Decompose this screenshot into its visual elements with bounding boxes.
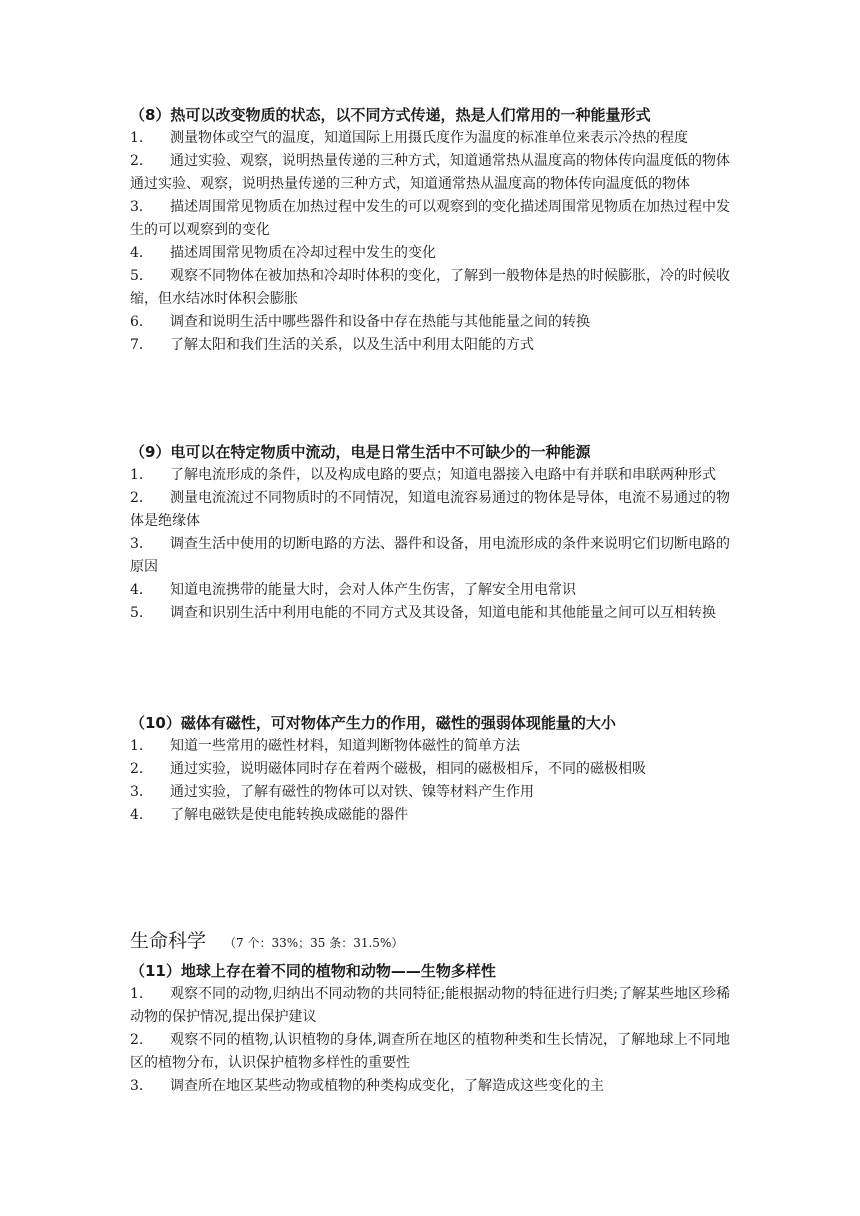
- list-item: [130, 1075, 730, 1098]
- item-text: 测量电流流过不同物质时的不同情况，知道电流容易通过的物体是导体，电流不易通过的物体是绝缘体: [130, 490, 730, 529]
- list-item: [130, 804, 730, 827]
- item-text: 描述周围常见物质在冷却过程中发生的变化: [170, 245, 436, 261]
- item-number: 5．: [130, 605, 153, 621]
- list-item: [130, 311, 730, 334]
- area-name: 生命科学: [130, 930, 207, 952]
- item-number: 4．: [130, 582, 153, 598]
- item-text: 描述周围常见物质在加热过程中发生的可以观察到的变化描述周围常见物质在加热过程中发生的可以观察到的变化: [130, 199, 730, 238]
- item-text: 观察不同的动物,归纳出不同动物的共同特征;能根据动物的特征进行归类;了解某些地区珍稀动物的保护情况,提出保护建议: [130, 986, 730, 1025]
- item-number: 2．: [130, 153, 153, 169]
- list-item: [130, 150, 730, 196]
- section-heading: （8）热可以改变物质的状态，以不同方式传递，热是人们常用的一种能量形式: [130, 106, 651, 124]
- item-number: 3．: [130, 536, 153, 552]
- list-item: [130, 487, 730, 533]
- item-number: 4．: [130, 245, 153, 261]
- list-item: [130, 781, 730, 804]
- item-number: 6．: [130, 314, 153, 330]
- list-item: [130, 464, 730, 487]
- item-text: 观察不同的植物,认识植物的身体,调查所在地区的植物种类和生长情况，了解地球上不同地区的植物分布，认识保护植物多样性的重要性: [130, 1032, 730, 1071]
- item-text: 知道一些常用的磁性材料，知道判断物体磁性的简单方法: [170, 738, 520, 754]
- item-text: 调查和识别生活中利用电能的不同方式及其设备，知道电能和其他能量之间可以互相转换: [170, 605, 716, 621]
- item-text: 通过实验、观察，说明热量传递的三种方式，知道通常热从温度高的物体传向温度低的物体通过实验、观察，说明热量传递的三种方式，知道通常热从温度高的物体传向温度低的物体: [130, 153, 730, 192]
- item-text: 调查和说明生活中哪些器件和设备中存在热能与其他能量之间的转换: [170, 314, 590, 330]
- list-item: [130, 242, 730, 265]
- item-number: 2.: [130, 1032, 144, 1048]
- list-item: [130, 127, 730, 150]
- area-title: [130, 928, 403, 956]
- list-item: [130, 758, 730, 781]
- section-11: [130, 960, 730, 1098]
- item-number: 3．: [130, 784, 153, 800]
- section-heading: （10）磁体有磁性，可对物体产生力的作用，磁性的强弱体现能量的大小: [130, 714, 616, 732]
- list-item: [130, 533, 730, 579]
- list-item: [130, 735, 730, 758]
- list-item: [130, 265, 730, 311]
- list-item: [130, 579, 730, 602]
- item-text: 了解太阳和我们生活的关系，以及生活中利用太阳能的方式: [170, 337, 534, 353]
- list-item: [130, 334, 730, 357]
- section-8: [130, 104, 730, 357]
- item-number: 2．: [130, 490, 153, 506]
- section-heading: （9）电可以在特定物质中流动，电是日常生活中不可缺少的一种能源: [130, 443, 591, 461]
- list-item: [130, 1029, 730, 1075]
- item-number: 1．: [130, 467, 153, 483]
- item-number: 5．: [130, 268, 153, 284]
- section-10: [130, 712, 730, 827]
- item-number: 1．: [130, 130, 153, 146]
- item-text: 调查生活中使用的切断电路的方法、器件和设备，用电流形成的条件来说明它们切断电路的原因: [130, 536, 730, 575]
- item-text: 了解电磁铁是使电能转换成磁能的器件: [170, 807, 408, 823]
- item-number: 1．: [130, 986, 153, 1002]
- item-number: 3．: [130, 199, 153, 215]
- item-text: 通过实验，说明磁体同时存在着两个磁极，相同的磁极相斥，不同的磁极相吸: [170, 761, 646, 777]
- item-text: 测量物体或空气的温度，知道国际上用摄氏度作为温度的标准单位来表示冷热的程度: [170, 130, 688, 146]
- item-number: 7．: [130, 337, 153, 353]
- list-item: [130, 602, 730, 625]
- list-item: [130, 196, 730, 242]
- item-text: 观察不同物体在被加热和冷却时体积的变化，了解到一般物体是热的时候膨胀，冷的时候收缩，但水结冰时体积会膨胀: [130, 268, 730, 307]
- area-stats: （7 个：33%；35 条：31.5%）: [224, 936, 404, 950]
- item-text: 知道电流携带的能量大时，会对人体产生伤害，了解安全用电常识: [170, 582, 576, 598]
- item-text: 了解电流形成的条件，以及构成电路的要点；知道电器接入电路中有并联和串联两种形式: [170, 467, 716, 483]
- list-item: [130, 983, 730, 1029]
- section-9: [130, 441, 730, 625]
- item-number: 4．: [130, 807, 153, 823]
- item-number: 1．: [130, 738, 153, 754]
- item-text: 通过实验，了解有磁性的物体可以对铁、镍等材料产生作用: [170, 784, 534, 800]
- section-heading: （11）地球上存在着不同的植物和动物——生物多样性: [130, 962, 496, 980]
- item-number: 2．: [130, 761, 153, 777]
- item-number: 3．: [130, 1078, 153, 1094]
- item-text: 调查所在地区某些动物或植物的种类构成变化，了解造成这些变化的主: [170, 1078, 604, 1094]
